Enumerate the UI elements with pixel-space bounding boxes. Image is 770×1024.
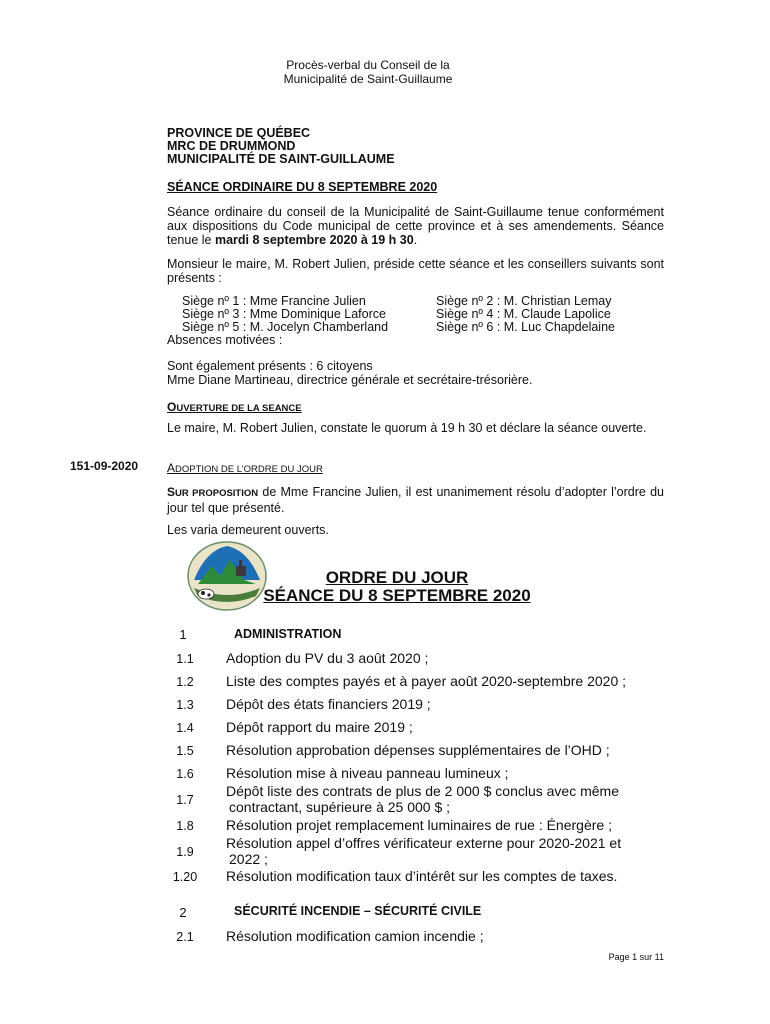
seat-left: Siège nº 5 : M. Jocelyn Chamberland: [182, 320, 389, 334]
resolution-number: 151-09-2020: [70, 459, 139, 473]
agenda-item-line-2: contractant, supérieure à 25 000 $ ;: [229, 799, 451, 815]
resolution-title-rest: DOPTION DE L’ORDRE DU JOUR: [175, 464, 323, 475]
seat-left: Siège nº 1 : Mme Francine Julien: [182, 294, 366, 308]
seat-right: Siège nº 4 : M. Claude Lapolice: [436, 307, 611, 321]
also-present-line-1: Sont également présents : 6 citoyens: [167, 359, 373, 373]
section-title: SÉCURITÉ INCENDIE – SÉCURITÉ CIVILE: [234, 904, 482, 918]
proposition-initial: S: [167, 485, 176, 499]
agenda-item-text: Résolution modification taux d’intérêt sur les comptes de taxes.: [226, 868, 618, 884]
proposition-label: [167, 485, 258, 499]
agenda-item-number: 1.6: [176, 767, 194, 781]
proposition-text: de Mme Francine Julien, il est unanimement résolu d’adopter l’ordre du jour tel que présenté.: [167, 485, 664, 515]
seats-table: [182, 295, 615, 334]
agenda-item-line-1: Résolution appel d’offres vérificateur externe pour 2020-2021 et: [226, 835, 622, 851]
agenda-item-text: [226, 783, 619, 815]
agenda-item-text: Dépôt des états financiers 2019 ;: [226, 696, 431, 712]
varia-note: Les varia demeurent ouverts.: [167, 523, 329, 537]
intro-paragraph: [167, 205, 664, 247]
opening-title-rest: UVERTURE DE LA SEANCE: [176, 403, 302, 414]
header-line-2: Municipalité de Saint-Guillaume: [283, 72, 453, 86]
province: PROVINCE DE QUÉBEC: [167, 126, 311, 140]
agenda-title: ORDRE DU JOUR: [325, 568, 469, 587]
municipality: MUNICIPALITÉ DE SAINT-GUILLAUME: [167, 152, 395, 166]
agenda-item-number: 1.9: [176, 845, 194, 859]
header-line-1: Procès-verbal du Conseil de la: [286, 58, 450, 72]
agenda-item-text: Résolution mise à niveau panneau lumineux ;: [226, 765, 509, 781]
resolution-title-initial: A: [167, 461, 176, 475]
absences: Absences motivées :: [167, 333, 283, 347]
agenda-item-text: Liste des comptes payés et à payer août 2020-septembre 2020 ;: [226, 673, 627, 689]
agenda-item-text: Résolution approbation dépenses supplémentaires de l’OHD ;: [226, 742, 610, 758]
proposition-rest: UR PROPOSITION: [175, 488, 259, 499]
address-block: [167, 127, 395, 166]
mrc: MRC DE DRUMMOND: [167, 139, 296, 153]
agenda-item-text: [226, 835, 621, 867]
section-title: ADMINISTRATION: [234, 627, 342, 641]
section-number: 1: [179, 627, 187, 642]
agenda-item-number: 1.2: [176, 675, 194, 689]
presence-intro: Monsieur le maire, M. Robert Julien, préside cette séance et les conseillers suivants sont présents :: [167, 257, 664, 285]
session-date: mardi 8 septembre 2020 à 19 h 30: [214, 233, 414, 247]
proposition-paragraph: [167, 485, 664, 515]
seat-left: Siège nº 3 : Mme Dominique Laforce: [182, 307, 386, 321]
agenda-item-number: 1.3: [176, 698, 194, 712]
agenda-item-number: 1.1: [176, 652, 194, 666]
agenda-item-text: Adoption du PV du 3 août 2020 ;: [226, 650, 429, 666]
agenda-item-number: 1.20: [172, 870, 198, 884]
page-footer: Page 1 sur 11: [608, 952, 664, 962]
agenda-item-text: Résolution projet remplacement luminaires de rue : Énergère ;: [226, 817, 612, 833]
agenda-item-number: 1.4: [176, 721, 194, 735]
agenda-item-number: 1.5: [176, 744, 194, 758]
session-title: SÉANCE ORDINAIRE DU 8 SEPTEMBRE 2020: [167, 180, 438, 194]
agenda-item-number: 1.8: [176, 819, 194, 833]
document-header: [0, 58, 736, 86]
section-number: 2: [179, 905, 187, 920]
opening-text: Le maire, M. Robert Julien, constate le quorum à 19 h 30 et déclare la séance ouverte.: [167, 421, 647, 435]
seat-right: Siège nº 2 : M. Christian Lemay: [436, 294, 612, 308]
agenda-subtitle: SÉANCE DU 8 SEPTEMBRE 2020: [263, 586, 531, 605]
opening-title-initial: O: [167, 400, 177, 414]
seat-right: Siège nº 6 : M. Luc Chapdelaine: [436, 320, 615, 334]
agenda-item-number: 1.7: [176, 793, 194, 807]
also-present-line-2: Mme Diane Martineau, directrice générale et secrétaire-trésorière.: [167, 373, 533, 387]
agenda-item-text: Dépôt rapport du maire 2019 ;: [226, 719, 413, 735]
agenda-item-line-2: 2022 ;: [229, 851, 268, 867]
resolution-title: [167, 459, 323, 477]
agenda-item-line-1: Dépôt liste des contrats de plus de 2 000 $ conclus avec même: [226, 783, 619, 799]
intro-end: .: [413, 233, 418, 247]
agenda-item-number: 2.1: [176, 930, 194, 944]
intro-text: Séance ordinaire du conseil de la Municipalité de Saint-Guillaume tenue conformément aux dispositions du Code municipal de cette province et à ses amendements. Séance tenue le: [167, 205, 664, 247]
agenda-item-text: Résolution modification camion incendie ;: [226, 928, 484, 944]
opening-title: [167, 398, 302, 416]
